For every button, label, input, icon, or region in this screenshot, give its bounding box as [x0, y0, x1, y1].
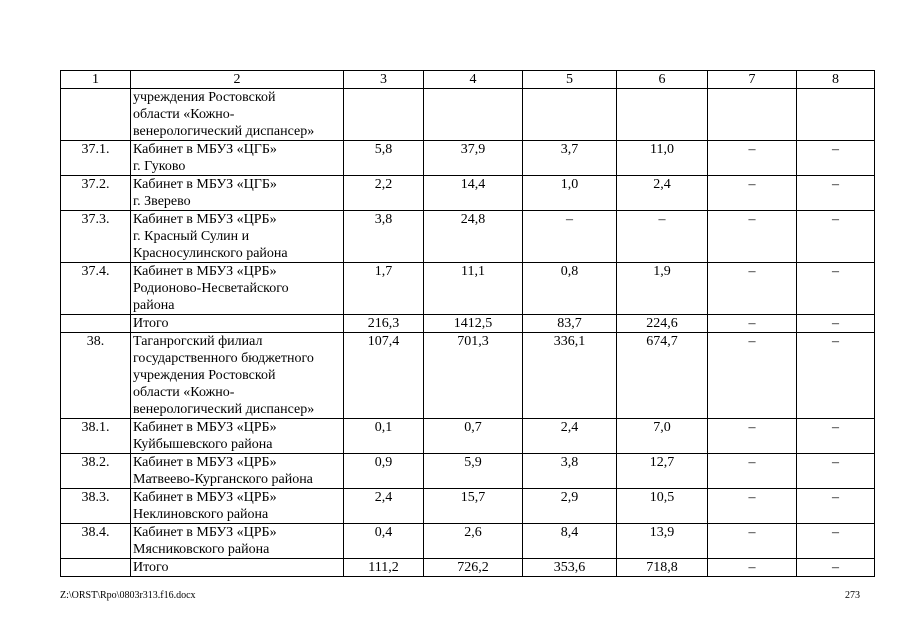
cell-col-6: 12,7	[617, 454, 708, 489]
row-name-line: района	[133, 298, 175, 313]
cell-col-7: –	[708, 454, 797, 489]
header-col-7: 7	[708, 71, 797, 89]
row-name-line: г. Красный Сулин и	[133, 229, 250, 244]
cell-col-8: –	[797, 333, 875, 419]
table-row	[61, 454, 875, 489]
row-number	[61, 315, 131, 333]
cell-col-5: 8,4	[523, 524, 617, 559]
row-name	[131, 211, 344, 263]
table-row	[61, 263, 875, 315]
data-table	[60, 70, 875, 577]
cell-col-4: 37,9	[424, 141, 523, 176]
cell-col-5	[523, 89, 617, 141]
row-name-line: Кабинет в МБУЗ «ЦГБ»	[133, 142, 277, 157]
cell-col-4: 24,8	[424, 211, 523, 263]
cell-col-6: 1,9	[617, 263, 708, 315]
cell-col-6: 224,6	[617, 315, 708, 333]
cell-col-8: –	[797, 524, 875, 559]
cell-col-5: 2,4	[523, 419, 617, 454]
cell-col-3: 0,1	[344, 419, 424, 454]
cell-col-7: –	[708, 489, 797, 524]
row-number: 37.1.	[61, 141, 131, 176]
table-header-row	[61, 71, 875, 89]
table-row	[61, 141, 875, 176]
row-name-line: Неклиновского района	[133, 507, 269, 522]
cell-col-4: 11,1	[424, 263, 523, 315]
cell-col-4: 15,7	[424, 489, 523, 524]
cell-col-4: 726,2	[424, 559, 523, 577]
header-col-1: 1	[61, 71, 131, 89]
cell-col-3: 0,4	[344, 524, 424, 559]
row-name-line: области «Кожно-	[133, 107, 235, 122]
row-name	[131, 89, 344, 141]
cell-col-3: 111,2	[344, 559, 424, 577]
cell-col-7: –	[708, 419, 797, 454]
cell-col-8: –	[797, 489, 875, 524]
cell-col-3: 0,9	[344, 454, 424, 489]
cell-col-3: 2,2	[344, 176, 424, 211]
row-number: 38.	[61, 333, 131, 419]
header-col-2: 2	[131, 71, 344, 89]
cell-col-5: 3,7	[523, 141, 617, 176]
header-col-3: 3	[344, 71, 424, 89]
cell-col-7: –	[708, 315, 797, 333]
row-name-line: Кабинет в МБУЗ «ЦРБ»	[133, 525, 277, 540]
cell-col-3	[344, 89, 424, 141]
row-name	[131, 454, 344, 489]
cell-col-8: –	[797, 263, 875, 315]
cell-col-6: 10,5	[617, 489, 708, 524]
table-row	[61, 176, 875, 211]
cell-col-7: –	[708, 263, 797, 315]
cell-col-6: –	[617, 211, 708, 263]
row-number: 38.3.	[61, 489, 131, 524]
cell-col-7: –	[708, 211, 797, 263]
cell-col-4: 5,9	[424, 454, 523, 489]
row-name-line: Кабинет в МБУЗ «ЦРБ»	[133, 420, 277, 435]
cell-col-5: –	[523, 211, 617, 263]
row-name-line: г. Гуково	[133, 159, 186, 174]
row-name-line: учреждения Ростовской	[133, 368, 276, 383]
footer-page-number: 273	[845, 590, 860, 601]
cell-col-7: –	[708, 176, 797, 211]
row-name-line: Родионово-Несветайского	[133, 281, 289, 296]
row-name	[131, 419, 344, 454]
cell-col-4: 14,4	[424, 176, 523, 211]
cell-col-8: –	[797, 176, 875, 211]
row-name-line: области «Кожно-	[133, 385, 235, 400]
cell-col-5: 83,7	[523, 315, 617, 333]
cell-col-4: 0,7	[424, 419, 523, 454]
row-name-line: Итого	[133, 316, 169, 331]
row-name-line: г. Зверево	[133, 194, 191, 209]
cell-col-5: 336,1	[523, 333, 617, 419]
row-name-line: Кабинет в МБУЗ «ЦРБ»	[133, 490, 277, 505]
row-name-line: государственного бюджетного	[133, 351, 314, 366]
row-name	[131, 263, 344, 315]
cell-col-8: –	[797, 419, 875, 454]
header-col-8: 8	[797, 71, 875, 89]
cell-col-5: 353,6	[523, 559, 617, 577]
row-name-line: Кабинет в МБУЗ «ЦГБ»	[133, 177, 277, 192]
cell-col-8: –	[797, 141, 875, 176]
row-name-line: Кабинет в МБУЗ «ЦРБ»	[133, 455, 277, 470]
cell-col-8: –	[797, 315, 875, 333]
cell-col-7: –	[708, 141, 797, 176]
row-name	[131, 141, 344, 176]
row-name	[131, 489, 344, 524]
row-number: 37.4.	[61, 263, 131, 315]
row-name	[131, 176, 344, 211]
cell-col-4	[424, 89, 523, 141]
table-row	[61, 489, 875, 524]
cell-col-4: 701,3	[424, 333, 523, 419]
row-name-line: Таганрогский филиал	[133, 334, 263, 349]
cell-col-6: 2,4	[617, 176, 708, 211]
footer-file-path: Z:\ORST\Rpo\0803r313.f16.docx	[60, 590, 196, 601]
header-col-4: 4	[424, 71, 523, 89]
row-name-line: Итого	[133, 560, 169, 575]
row-name-line: Матвеево-Курганского района	[133, 472, 313, 487]
cell-col-7	[708, 89, 797, 141]
table-row	[61, 559, 875, 577]
table-row	[61, 524, 875, 559]
row-number: 37.3.	[61, 211, 131, 263]
cell-col-6: 674,7	[617, 333, 708, 419]
table-row	[61, 211, 875, 263]
cell-col-8: –	[797, 211, 875, 263]
cell-col-5: 2,9	[523, 489, 617, 524]
cell-col-7: –	[708, 524, 797, 559]
row-name-line: Кабинет в МБУЗ «ЦРБ»	[133, 264, 277, 279]
header-col-6: 6	[617, 71, 708, 89]
row-name-line: Красносулинского района	[133, 246, 288, 261]
cell-col-6: 13,9	[617, 524, 708, 559]
cell-col-5: 3,8	[523, 454, 617, 489]
cell-col-4: 2,6	[424, 524, 523, 559]
cell-col-5: 0,8	[523, 263, 617, 315]
cell-col-3: 1,7	[344, 263, 424, 315]
table-row	[61, 333, 875, 419]
cell-col-8: –	[797, 454, 875, 489]
cell-col-6: 718,8	[617, 559, 708, 577]
header-col-5: 5	[523, 71, 617, 89]
cell-col-3: 2,4	[344, 489, 424, 524]
cell-col-8: –	[797, 559, 875, 577]
row-name	[131, 333, 344, 419]
cell-col-6	[617, 89, 708, 141]
row-number: 37.2.	[61, 176, 131, 211]
row-name	[131, 315, 344, 333]
cell-col-3: 107,4	[344, 333, 424, 419]
table-row	[61, 89, 875, 141]
row-number: 38.4.	[61, 524, 131, 559]
row-number	[61, 559, 131, 577]
cell-col-6: 7,0	[617, 419, 708, 454]
row-name-line: венерологический диспансер»	[133, 124, 315, 139]
row-name	[131, 559, 344, 577]
row-number	[61, 89, 131, 141]
row-name-line: Куйбышевского района	[133, 437, 273, 452]
row-number: 38.2.	[61, 454, 131, 489]
row-name-line: Кабинет в МБУЗ «ЦРБ»	[133, 212, 277, 227]
table-row	[61, 419, 875, 454]
cell-col-4: 1412,5	[424, 315, 523, 333]
row-name-line: венерологический диспансер»	[133, 402, 315, 417]
row-number: 38.1.	[61, 419, 131, 454]
cell-col-5: 1,0	[523, 176, 617, 211]
cell-col-7: –	[708, 333, 797, 419]
row-name-line: учреждения Ростовской	[133, 90, 276, 105]
cell-col-8	[797, 89, 875, 141]
cell-col-6: 11,0	[617, 141, 708, 176]
cell-col-3: 5,8	[344, 141, 424, 176]
table-row	[61, 315, 875, 333]
cell-col-3: 216,3	[344, 315, 424, 333]
cell-col-3: 3,8	[344, 211, 424, 263]
cell-col-7: –	[708, 559, 797, 577]
row-name	[131, 524, 344, 559]
row-name-line: Мясниковского района	[133, 542, 270, 557]
